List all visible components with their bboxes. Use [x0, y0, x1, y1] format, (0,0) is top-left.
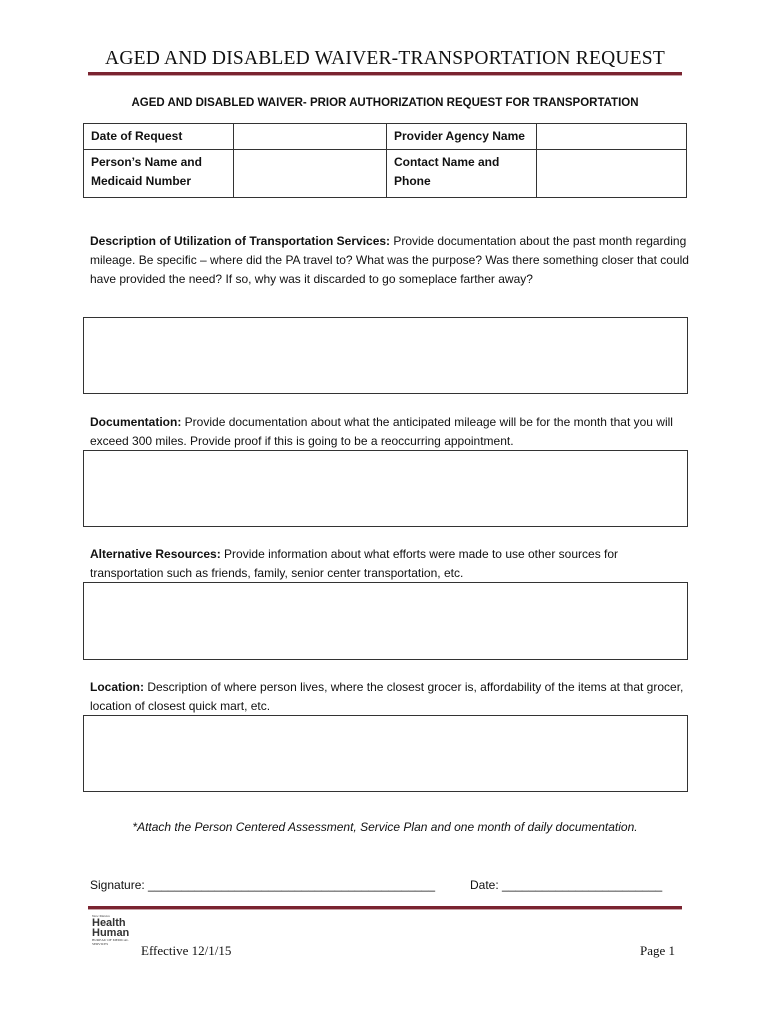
logo-word-health: Health — [92, 917, 126, 929]
location-answer-box[interactable] — [83, 715, 688, 792]
description-text: Provide documentation about the past month regarding mileage. Be specific – where did the PA travel to? What was the purpose? Was there something closer that could have provided the need? If so, why was it discarded to go someplace farther away? — [90, 234, 689, 286]
documentation-text: Provide documentation about what the anticipated mileage will be for the month that you will exceed 300 miles. Provide proof if this is going to be a reoccurring appointment. — [90, 415, 673, 448]
contact-name-field[interactable] — [537, 150, 687, 198]
documentation-heading: Documentation: — [90, 415, 182, 429]
provider-agency-name-field[interactable] — [537, 124, 687, 150]
persons-name-label — [84, 150, 234, 198]
signature-row — [90, 878, 690, 892]
description-section — [90, 232, 690, 289]
date-of-request-label: Date of Request — [84, 124, 234, 150]
header-rule — [88, 72, 682, 76]
persons-name-field[interactable] — [234, 150, 387, 198]
contact-name-label-line1: Contact Name and — [393, 155, 500, 169]
persons-name-label-line1: Person’s Name and — [91, 155, 202, 169]
date-field[interactable]: Date: ________________________ — [470, 878, 663, 892]
description-answer-box[interactable] — [83, 317, 688, 394]
logo-word-human: Human — [92, 927, 130, 939]
location-section — [90, 678, 690, 716]
footer-rule — [88, 906, 682, 910]
signature-field[interactable]: Signature: ___________________________________________ — [90, 878, 436, 892]
logo-top-text: New Mexico — [92, 914, 111, 918]
page-title: AGED AND DISABLED WAIVER-TRANSPORTATION REQUEST — [105, 48, 665, 69]
provider-agency-name-label: Provider Agency Name — [386, 124, 536, 150]
health-human-services-logo — [92, 914, 142, 952]
description-heading: Description of Utilization of Transportation Services: — [90, 234, 391, 248]
request-info-table — [83, 123, 687, 198]
effective-date: Effective 12/1/15 — [141, 943, 232, 958]
documentation-answer-box[interactable] — [83, 450, 688, 527]
contact-name-label-line2: Phone — [393, 174, 431, 188]
documentation-section — [90, 413, 690, 451]
date-of-request-field[interactable] — [234, 124, 387, 150]
location-text: Description of where person lives, where the closest grocer is, affordability of the items at that grocer, location of closest quick mart, etc. — [90, 680, 684, 713]
alternative-resources-text: Provide information about what efforts were made to use other sources for transportation such as friends, family, senior center transportation, etc. — [90, 547, 619, 580]
alternative-resources-answer-box[interactable] — [83, 582, 688, 660]
location-heading: Location: — [90, 680, 144, 694]
alternative-resources-heading: Alternative Resources: — [90, 547, 221, 561]
contact-name-label — [386, 150, 536, 198]
form-subtitle: AGED AND DISABLED WAIVER- PRIOR AUTHORIZATION REQUEST FOR TRANSPORTATION — [131, 97, 639, 109]
attachment-note: *Attach the Person Centered Assessment, Service Plan and one month of daily documentation. — [132, 820, 638, 834]
persons-name-label-line2: Medicaid Number — [91, 174, 192, 188]
logo-bottom-text: BUREAU OF MEDICAL SERVICES — [92, 938, 129, 946]
page-number: Page 1 — [640, 943, 676, 958]
alternative-resources-section — [90, 545, 690, 583]
